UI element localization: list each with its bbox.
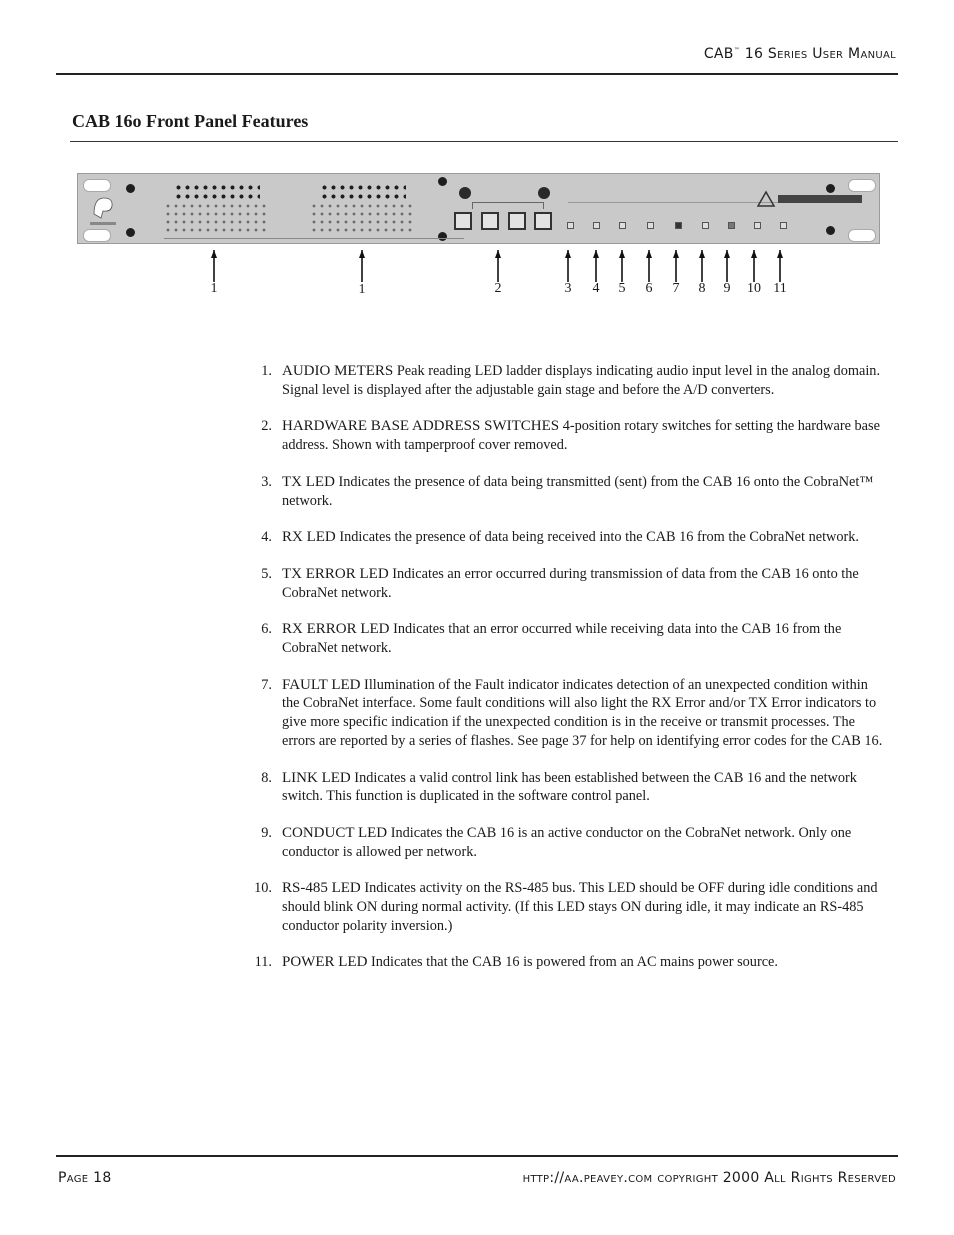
address-switch xyxy=(534,212,552,230)
feature-number: 8. xyxy=(261,769,272,786)
callout-number: 3 xyxy=(564,281,572,296)
callout-number: 5 xyxy=(618,281,626,296)
feature-number: 7. xyxy=(261,676,272,693)
feature-number: 11. xyxy=(254,954,272,971)
callout-number: 11 xyxy=(773,281,787,296)
header-rule xyxy=(56,73,898,75)
callout-number: 2 xyxy=(494,281,502,296)
feature-item xyxy=(244,620,884,657)
section-rule xyxy=(70,141,898,142)
feature-name: FAULT LED xyxy=(282,676,361,693)
callout-number: 10 xyxy=(747,281,761,296)
tx-error-led xyxy=(619,222,626,229)
feature-number: 2. xyxy=(261,418,272,435)
feature-name: CONDUCT LED xyxy=(282,824,388,841)
footer-copyright: http://aa.peavey.com copyright 2000 All Rights Reserved xyxy=(522,1170,896,1186)
feature-number: 3. xyxy=(261,473,272,490)
feature-description: Indicates activity on the RS-485 bus. This LED should be OFF during idle conditions and should blink ON during normal activity. (If this LED stays ON during idle, it may indicate an RS-485 conductor polarity inversion.) xyxy=(282,880,878,934)
panel-screw xyxy=(826,226,835,235)
panel-knob xyxy=(538,187,550,199)
rack-ear-slot xyxy=(83,229,111,242)
callout-number: 1 xyxy=(358,282,366,297)
running-title-suffix: 16 Series User Manual xyxy=(740,46,896,62)
rx-led xyxy=(593,222,600,229)
callout-arrows xyxy=(0,0,954,300)
address-switch xyxy=(454,212,472,230)
meter-led-row xyxy=(320,184,406,191)
feature-number: 5. xyxy=(261,565,272,582)
meter-led-row xyxy=(164,204,270,208)
meter-led-row xyxy=(310,212,416,216)
feature-name: TX ERROR LED xyxy=(282,565,389,582)
page-number: Page 18 xyxy=(58,1170,112,1186)
feature-description: 4-position rotary switches for setting the hardware base address. Shown with tamperproof cover removed. xyxy=(282,418,880,454)
feature-name: HARDWARE BASE ADDRESS SWITCHES xyxy=(282,418,560,435)
panel-screw xyxy=(438,232,447,241)
meter-led-row xyxy=(164,228,270,232)
feature-item xyxy=(244,362,884,399)
meter-baseline xyxy=(164,238,464,239)
feature-item xyxy=(244,953,884,972)
feature-description: Indicates an error occurred during transmission of data from the CAB 16 onto the CobraNet network. xyxy=(282,565,859,601)
callout-number: 9 xyxy=(723,281,731,296)
footer-rule xyxy=(56,1155,898,1157)
meter-led-row xyxy=(310,204,416,208)
meter-led-row xyxy=(320,193,406,200)
feature-description: Indicates that an error occurred while receiving data into the CAB 16 from the CobraNet network. xyxy=(282,621,842,657)
rs485-led xyxy=(754,222,761,229)
feature-number: 10. xyxy=(254,880,272,897)
rx-error-led xyxy=(647,222,654,229)
panel-screw xyxy=(438,177,447,186)
panel-knob xyxy=(459,187,471,199)
feature-name: RS-485 LED xyxy=(282,880,361,897)
meter-led-row xyxy=(164,212,270,216)
feature-description: Indicates that the CAB 16 is powered from an AC mains power source. xyxy=(367,954,778,971)
feature-number: 4. xyxy=(261,529,272,546)
fault-led xyxy=(675,222,682,229)
status-divider xyxy=(568,202,778,203)
callout-number: 8 xyxy=(698,281,706,296)
feature-name: RX LED xyxy=(282,529,336,546)
feature-description: Indicates the presence of data being transmitted (sent) from the CAB 16 onto the CobraNet™ network. xyxy=(282,473,874,509)
feature-item xyxy=(244,473,884,510)
feature-item xyxy=(244,824,884,861)
power-led xyxy=(780,222,787,229)
running-header xyxy=(704,46,896,62)
feature-name: RX ERROR LED xyxy=(282,621,390,638)
address-switch xyxy=(508,212,526,230)
meter-led-row xyxy=(310,220,416,224)
section-title: CAB 16o Front Panel Features xyxy=(72,111,309,131)
feature-name: TX LED xyxy=(282,473,335,490)
link-led xyxy=(702,222,709,229)
feature-name: AUDIO METERS xyxy=(282,363,394,379)
feature-list xyxy=(244,362,884,972)
feature-item xyxy=(244,417,884,454)
callout-number: 1 xyxy=(210,281,218,296)
feature-item xyxy=(244,565,884,602)
panel-screw xyxy=(126,184,135,193)
meter-led-row xyxy=(310,228,416,232)
meter-led-row xyxy=(174,193,260,200)
callout-number: 7 xyxy=(672,281,680,296)
feature-number: 6. xyxy=(261,621,272,638)
meter-led-row xyxy=(174,184,260,191)
peavey-brand-icon xyxy=(754,190,866,208)
feature-description: Indicates the presence of data being received into the CAB 16 from the CobraNet network. xyxy=(335,529,859,546)
feature-item xyxy=(244,676,884,751)
rack-ear-slot xyxy=(83,179,111,192)
panel-screw xyxy=(126,228,135,237)
feature-name: POWER LED xyxy=(282,954,368,971)
feature-description: Illumination of the Fault indicator indicates detection of an unexpected condition within the CobraNet interface. Some fault conditions will also light the RX Error and/or TX Error indicators to give more specific indication if the unexpected condition is in the receive or transmit processes. The errors are reported by a series of flashes. See page 37 for help on identifying error codes for the CAB 16. xyxy=(282,676,883,749)
callout-number: 6 xyxy=(645,281,653,296)
trademark-mark: ™ xyxy=(733,47,741,54)
rack-ear-slot xyxy=(848,229,876,242)
feature-item xyxy=(244,769,884,806)
callout-number: 4 xyxy=(592,281,600,296)
peavey-logo-icon xyxy=(88,194,118,228)
front-panel-illustration xyxy=(77,173,880,244)
conduct-led xyxy=(728,222,735,229)
feature-number: 9. xyxy=(261,824,272,841)
feature-item xyxy=(244,879,884,935)
feature-description: Indicates the CAB 16 is an active conductor on the CobraNet network. Only one conductor is allowed per network. xyxy=(282,824,852,860)
running-title-prefix: CAB xyxy=(703,46,734,62)
feature-item xyxy=(244,528,884,547)
feature-description: Indicates a valid control link has been established between the CAB 16 and the network switch. This function is duplicated in the software control panel. xyxy=(282,769,857,805)
address-switch xyxy=(481,212,499,230)
switch-bracket xyxy=(472,202,544,209)
feature-description: Peak reading LED ladder displays indicating audio input level in the analog domain. Signal level is displayed after the adjustable gain stage and before the A/D converters. xyxy=(282,363,881,398)
meter-led-row xyxy=(164,220,270,224)
feature-number: 1. xyxy=(261,363,272,379)
feature-name: LINK LED xyxy=(282,769,351,786)
tx-led xyxy=(567,222,574,229)
